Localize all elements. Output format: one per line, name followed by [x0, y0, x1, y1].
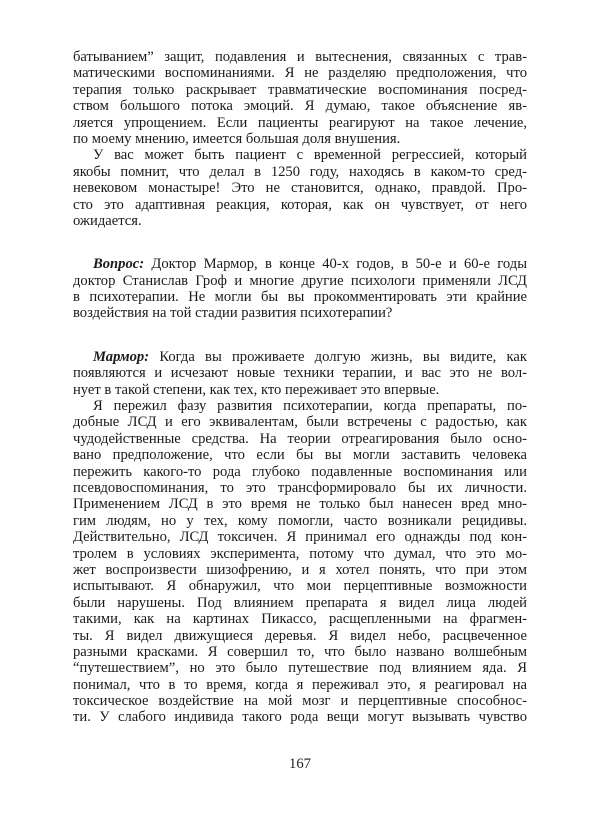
line-text: У вас может быть пациент с временной регрессией, который [93, 147, 527, 164]
text-line [73, 546, 527, 562]
line-text: воздействия на той стадии развития психотерапии? [73, 305, 393, 322]
text-line [73, 464, 527, 480]
paragraph [73, 49, 527, 147]
line-text: добные ЛСД и его эквивалентам, были встречены с радостью, как [73, 414, 527, 431]
text-line [73, 256, 527, 272]
paragraph [73, 349, 527, 398]
line-text: тролем в условиях эксперимента, потому что думал, что это мо- [73, 545, 527, 562]
line-text: Действительно, ЛСД токсичен. Я принимал его однажды под кон- [73, 529, 527, 546]
line-text: пережить какого-то рода глубоко подавленные воспоминания или [73, 463, 527, 480]
line-text: терапия только раскрывает травматические воспоминания посред- [73, 81, 527, 98]
text-line [73, 65, 527, 81]
line-text: ством большого потока эмоций. Я думаю, такое объяснение яв- [73, 98, 527, 115]
speaker-label: Мармор: [93, 348, 150, 365]
line-text: псевдовоспоминания, то это трансформировало бы их личности. [73, 479, 527, 496]
text-line [73, 82, 527, 98]
line-text: разными красками. Я совершил то, что было названо волшебным [73, 643, 527, 660]
line-text: Доктор Мармор, в конце 40-х годов, в 50-е и 60-е годы [151, 256, 527, 273]
text-line [73, 98, 527, 114]
speaker-label: Вопрос: [93, 256, 145, 273]
text-line [73, 305, 527, 321]
line-text: жет воспроизвести шизофрению, и я хотел понять, что при этом [73, 561, 527, 578]
text-line [73, 49, 527, 65]
line-text: были нарушены. Под влиянием препарата я видел лица людей [73, 594, 527, 611]
text-line [73, 480, 527, 496]
text-line [73, 578, 527, 594]
line-text: Применением ЛСД в это время не только был нанесен вред мно- [73, 496, 527, 513]
line-text: чудодейственные средства. На теории отреагирования было осно- [73, 430, 527, 447]
text-line [73, 197, 527, 213]
line-text: токсическое воздействие на мой мозг и перцептивные способнос- [73, 693, 527, 710]
line-text: по моему мнению, имеется большая доля внушения. [73, 130, 401, 147]
text-line [73, 180, 527, 196]
text-line [73, 595, 527, 611]
text-line [73, 349, 527, 365]
line-text: ляется упрощением. Если пациенты реагируют на такое лечение, [73, 114, 527, 131]
text-line [73, 289, 527, 305]
text-line [73, 131, 527, 147]
text-line [73, 147, 527, 163]
line-text: ты. Я видел движущиеся деревья. Я видел небо, расцвеченное [73, 627, 527, 644]
line-text: батыванием” защит, подавления и вытеснения, связанных с трав- [73, 49, 527, 65]
line-text: гим людям, но у тех, кому помогли, часто возникали рецидивы. [73, 512, 527, 529]
text-line [73, 562, 527, 578]
paragraph [73, 147, 527, 229]
text-line [73, 660, 527, 676]
line-text: матическими воспоминаниями. Я не разделяю предположения, что [73, 65, 527, 82]
text-line [73, 677, 527, 693]
page-body [73, 49, 527, 726]
text-line [73, 628, 527, 644]
line-text: доктор Станислав Гроф и многие другие психологи применяли ЛСД [73, 272, 527, 289]
text-line [73, 447, 527, 463]
text-line [73, 644, 527, 660]
line-text: появляются и исчезают новые техники терапии, и вас это не вол- [73, 365, 527, 382]
paragraph [73, 256, 527, 322]
line-text: в психотерапии. Не могли бы вы прокомментировать эти крайние [73, 289, 527, 306]
line-text: “путешествием”, но это было путешествие под влиянием яда. Я [73, 660, 527, 677]
text-line [73, 611, 527, 627]
line-text: якобы помнит, что делал в 1250 году, находясь в каком-то сред- [73, 163, 527, 180]
text-line [73, 398, 527, 414]
text-line [73, 382, 527, 398]
line-text: невековом монастыре! Это не становится, однако, правдой. Про- [73, 180, 527, 197]
text-line [73, 115, 527, 131]
text-line [73, 513, 527, 529]
text-line [73, 164, 527, 180]
text-line [73, 414, 527, 430]
text-line [73, 496, 527, 512]
line-text: испытывают. Я обнаружил, что мои перцептивные возможности [73, 578, 527, 595]
text-line [73, 709, 527, 725]
text-line [73, 365, 527, 381]
text-line [73, 529, 527, 545]
text-line [73, 213, 527, 229]
paragraph [73, 398, 527, 726]
line-text: нует в такой степени, как тех, кто переживает это впервые. [73, 381, 440, 398]
line-text: вано предположение, что если бы вы могли заставить человека [73, 447, 527, 464]
line-text: сто это адаптивная реакция, которая, как он чувствует, от него [73, 196, 527, 213]
line-text: такими, как на картинах Пикассо, расщепленными на фрагмен- [73, 611, 527, 628]
line-text: ожидается. [73, 212, 142, 229]
text-line [73, 431, 527, 447]
text-line [73, 693, 527, 709]
line-text: ти. У слабого индивида такого рода вещи могут вызывать чувство [73, 709, 527, 726]
line-text: Я пережил фазу развития психотерапии, когда препараты, по- [93, 398, 527, 415]
line-text: понимал, что в то время, когда я переживал это, я реагировал на [73, 676, 527, 693]
line-text: Когда вы проживаете долгую жизнь, вы видите, как [159, 348, 527, 365]
page-number: 167 [289, 756, 311, 772]
text-line [73, 273, 527, 289]
